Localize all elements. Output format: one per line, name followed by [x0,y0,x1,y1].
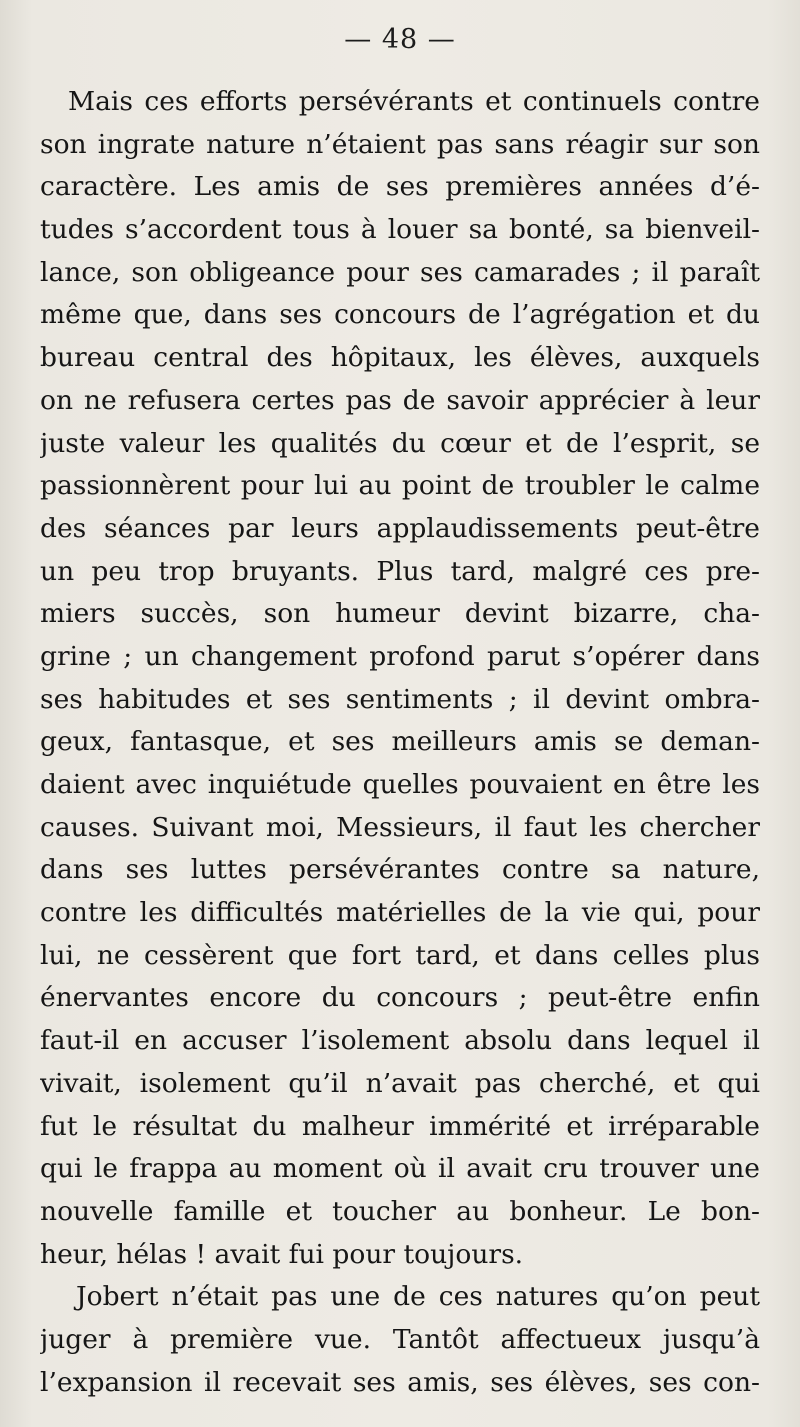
paragraph [40,1276,760,1404]
text-line: son ingrate nature n’étaient pas sans réagir sur son [40,128,760,160]
text-line: juger à première vue. Tantôt affectueux jusqu’à [40,1323,760,1355]
text-line: miers succès, son humeur devint bizarre, cha- [40,598,760,630]
text-line: contre les difficultés matérielles de la vie qui, pour [40,897,760,929]
text-line: dans ses luttes persévérantes contre sa nature, [40,854,760,886]
text-line: l’expansion il recevait ses amis, ses élèves, ses con- [40,1366,760,1398]
text-line: caractère. Les amis de ses premières années d’é- [40,171,760,203]
text-line: lance, son obligeance pour ses camarades ; il paraît [40,256,760,288]
text-line: lui, ne cessèrent que fort tard, et dans celles plus [40,939,760,971]
paragraph [40,81,760,1276]
text-line: des séances par leurs applaudissements peut-être [40,512,760,544]
text-line: nouvelle famille et toucher au bonheur. Le bon- [40,1195,760,1227]
body-text [40,81,760,1404]
text-line: geux, fantasque, et ses meilleurs amis se deman- [40,726,760,758]
text-line: Mais ces efforts persévérants et continuels contre [68,86,760,117]
text-line: vivait, isolement qu’il n’avait pas cherché, et qui [40,1067,760,1099]
text-line: tudes s’accordent tous à louer sa bonté, sa bienveil- [40,214,760,246]
text-line: on ne refusera certes pas de savoir apprécier à leur [40,384,760,416]
text-line: daient avec inquiétude quelles pouvaient en être les [40,769,760,800]
page-number: — 48 — [344,24,456,55]
text-line: un peu trop bruyants. Plus tard, malgré ces pre- [40,555,760,587]
text-line: juste valeur les qualités du cœur et de l’esprit, se [40,427,760,459]
text-line: heur, hélas ! avait fui pour toujours. [40,1238,524,1270]
text-line: ses habitudes et ses sentiments ; il devint ombra- [40,683,760,715]
text-line: faut-il en accuser l’isolement absolu dans lequel il [40,1025,760,1057]
text-line: même que, dans ses concours de l’agrégation et du [40,299,760,331]
text-line: causes. Suivant moi, Messieurs, il faut les chercher [40,811,760,843]
text-line: passionnèrent pour lui au point de troubler le calme [40,470,760,502]
text-line: Jobert n’était pas une de ces natures qu’on peut [76,1281,760,1313]
text-line: bureau central des hôpitaux, les élèves, auxquels [40,342,760,374]
text-line: fut le résultat du malheur immérité et irréparable [40,1110,760,1142]
text-line: énervantes encore du concours ; peut-être enfin [40,982,760,1014]
text-line: grine ; un changement profond parut s’opérer dans [40,640,760,672]
text-line: qui le frappa au moment où il avait cru trouver une [40,1153,760,1185]
